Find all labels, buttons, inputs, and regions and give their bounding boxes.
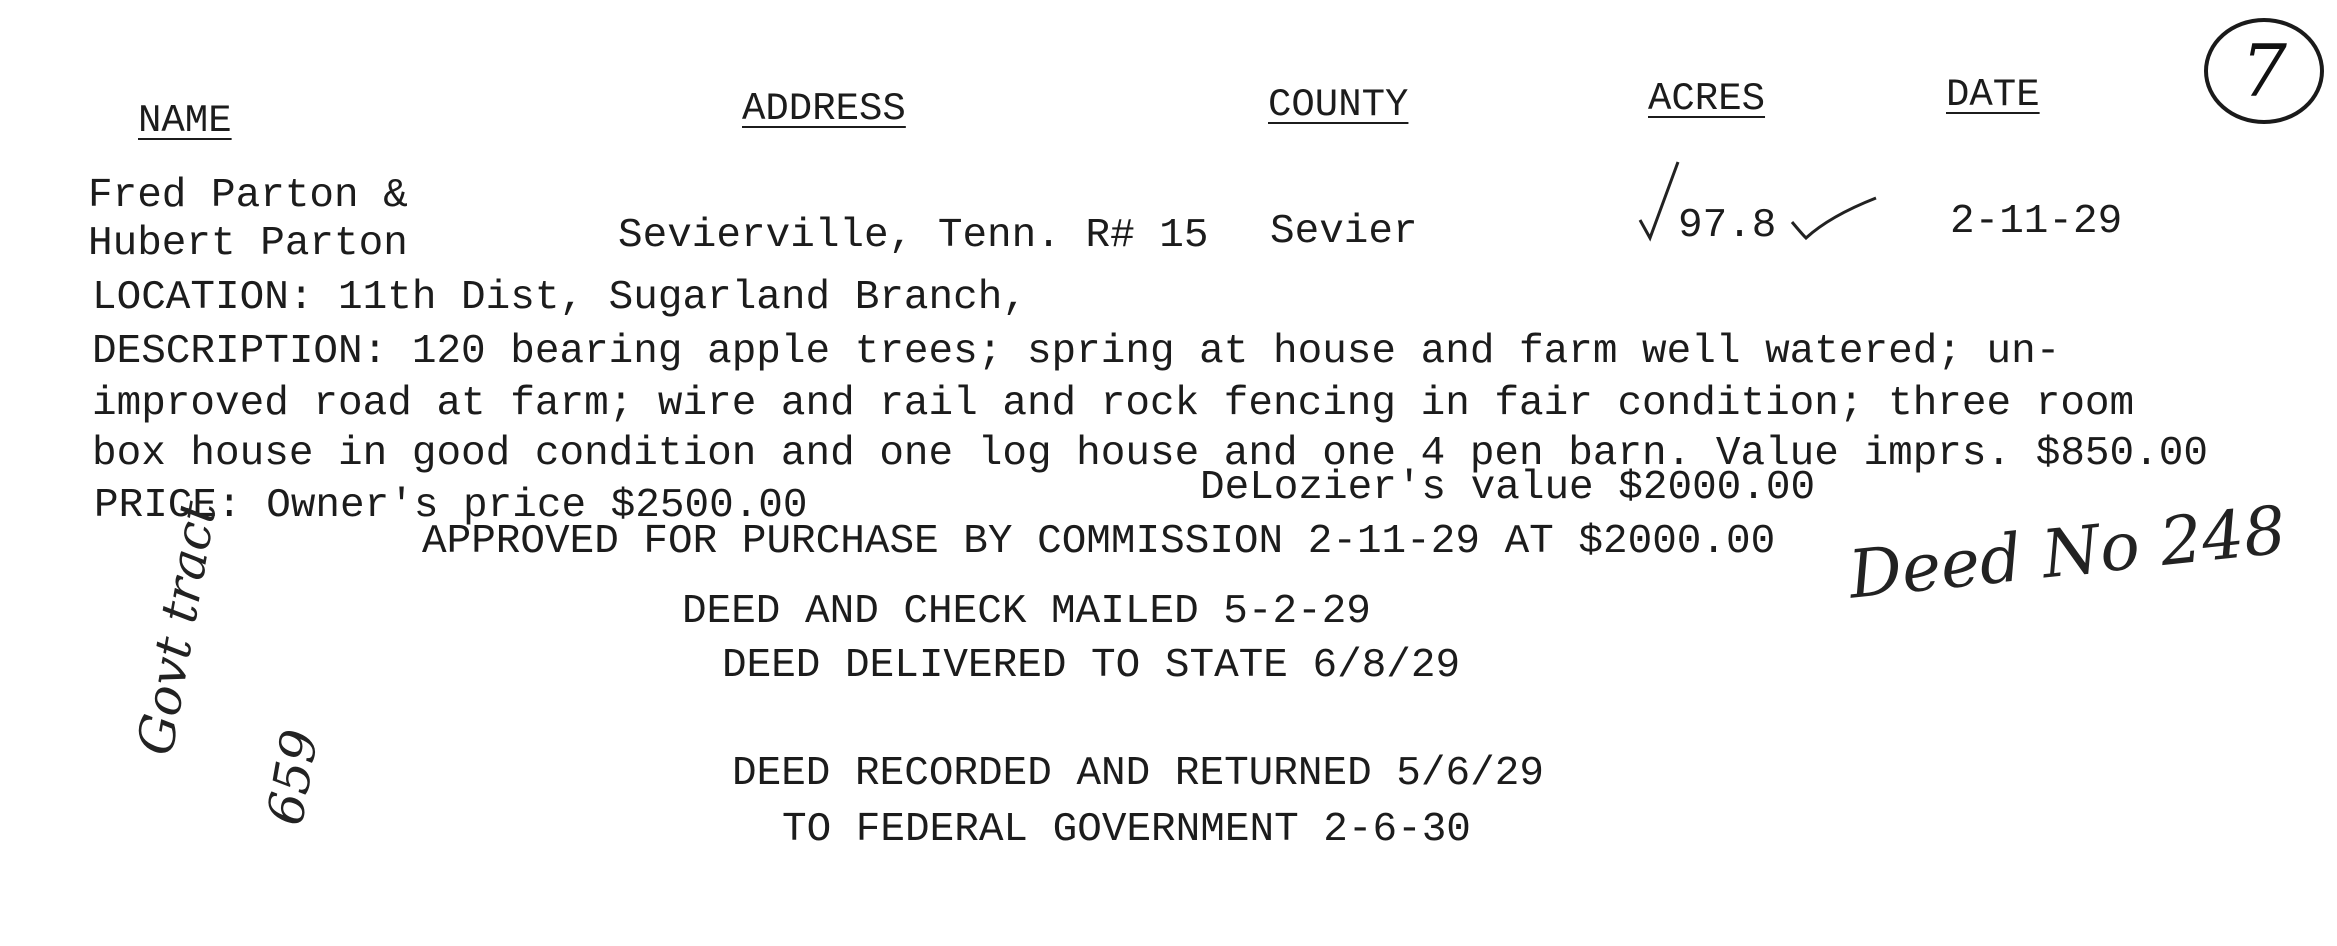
govt-tract-line-2: 659	[256, 725, 330, 830]
header-address: ADDRESS	[742, 87, 906, 131]
description-line-2: improved road at farm; wire and rail and rock fencing in fair condition; three room	[92, 381, 2135, 427]
date-value: 2-11-29	[1950, 199, 2123, 245]
header-county: COUNTY	[1268, 83, 1409, 127]
owner-county: Sevier	[1270, 209, 1418, 255]
description-line-3: box house in good condition and one log house and one 4 pen barn. Value imprs. $850.00	[92, 431, 2208, 477]
price-delozier: DeLozier's value $2000.00	[1200, 465, 1816, 511]
header-date: DATE	[1946, 73, 2040, 117]
govt-tract-handwritten	[126, 497, 350, 910]
tract-number-circle	[2204, 18, 2324, 124]
approved-line: APPROVED FOR PURCHASE BY COMMISSION 2-11-29 AT $2000.00	[422, 519, 1776, 565]
deed-number-handwritten: Deed No 248	[1845, 491, 2290, 614]
deed-mailed-line: DEED AND CHECK MAILED 5-2-29	[682, 589, 1371, 635]
owner-line-1: Fred Parton &	[88, 173, 408, 219]
tick-mark-icon	[1790, 194, 1880, 244]
tract-number: 7	[2241, 29, 2287, 113]
acres-value: 97.8	[1678, 203, 1777, 249]
description-line-1: DESCRIPTION: 120 bearing apple trees; spring at house and farm well watered; un-	[92, 329, 2061, 375]
federal-line: TO FEDERAL GOVERNMENT 2-6-30	[782, 807, 1471, 853]
deed-recorded-line: DEED RECORDED AND RETURNED 5/6/29	[732, 751, 1544, 797]
govt-tract-line-1: Govt tract	[126, 497, 228, 760]
location-line: LOCATION: 11th Dist, Sugarland Branch,	[92, 275, 1027, 321]
price-owner: PRICE: Owner's price $2500.00	[94, 483, 808, 529]
deed-delivered-line: DEED DELIVERED TO STATE 6/8/29	[722, 643, 1461, 689]
header-acres: ACRES	[1648, 77, 1766, 121]
owner-line-2: Hubert Parton	[88, 221, 408, 267]
owner-address: Sevierville, Tenn. R# 15	[618, 213, 1209, 259]
header-name: NAME	[138, 99, 232, 143]
